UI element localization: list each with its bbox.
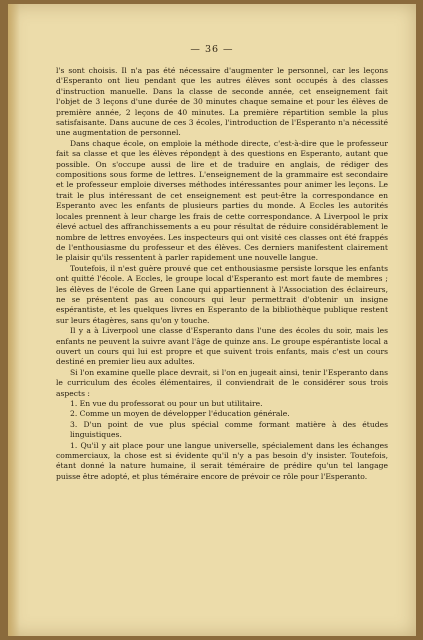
- paragraph-3: Toutefois, il n'est guère prouvé que cet enthousiasme persiste lorsque les enfants ont quitté l'école. A Eccles, le groupe local d'Esperanto est mort faute de membres ; les élèves de l'école de Green Lane qui appartiennent à l'Association des éclaireurs, ne se présentent pas au concours qui leur permettrait d'obtenir un insigne espérantiste, et les quelques livres en Esperanto de la bibliothèque publique restent sur leurs étagères, sans qu'on y touche.: [56, 263, 388, 325]
- list-item-3: 3. D'un point de vue plus spécial comme formant matière à des études linguistiques.: [70, 419, 388, 440]
- paragraph-2: Dans chaque école, on emploie la méthode directe, c'est-à-dire que le professeur fait sa classe et que les élèves répondent à des questions en Esperanto, autant que possible. On s'occupe aussi de lire et de traduire en anglais, de rédiger des compositions sous forme de lettres. L'enseignement de la grammaire est secondaire et le professeur emploie diverses méthodes intéressantes pour animer les leçons. Le trait le plus intéressant de cet enseignement est peut-être la correspondance en Esperanto avec les enfants de plusieurs parties du monde. A Eccles les autorités locales prennent à leur charge les frais de cette correspondance. A Liverpool le prix élevé actuel des affranchissements a eu pour résultat de réduire considérablement le nombre de lettres envoyées. Les inspecteurs qui ont visité ces classes ont été frappés de l'enthousiasme du professeur et des élèves. Ces derniers manifestent clairement le plaisir qu'ils ressentent à parler rapidement une nouvelle langue.: [56, 138, 388, 263]
- paragraph-1: l's sont choisis. Il n'a pas été nécessaire d'augmenter le personnel, car les leçons d'Esperanto ont lieu pendant que les autres élèves sont occupés à des classes d'instruction manuelle. Dans la classe de seconde année, cet enseignement fait l'objet de 3 leçons d'une durée de 30 minutes chaque semaine et pour les élèves de première année, 2 leçons de 40 minutes. La première répartition semble la plus satisfaisante. Dans aucune de ces 3 écoles, l'introduction de l'Esperanto n'a nécessité une augmentation de personnel.: [56, 66, 388, 138]
- page-binding-edge: [8, 4, 20, 636]
- list-item-2: 2. Comme un moyen de développer l'éducation générale.: [70, 409, 290, 419]
- list-item-1: 1. En vue du professorat ou pour un but utilitaire.: [70, 399, 263, 408]
- paragraph-4: Il y a à Liverpool une classe d'Esperanto dans l'une des écoles du soir, mais les enfants ne peuvent la suivre avant l'âge de quinze ans. Le groupe espérantiste local a ouvert un cours qui lui est propre et que suivent trois enfants, mais c'est un cours destiné en premier lieu aux adultes.: [56, 326, 388, 367]
- page-number: — 36 —: [190, 44, 234, 55]
- paragraph-final: 1. Qu'il y ait place pour une langue universelle, spécialement dans les échanges commerciaux, la chose est si évidente qu'il n'y a pas besoin d'y insister. Toutefois, étant donné la nature humaine, il serait téméraire de prédire qu'un tel langage puisse être adopté, et plus téméraire encore de prévoir ce rôle pour l'Esperanto.: [56, 440, 388, 481]
- body-text: [56, 66, 388, 482]
- document-page: [8, 4, 416, 636]
- paragraph-5: Si l'on examine quelle place devrait, si l'on en jugeait ainsi, tenir l'Esperanto dans le curriculum des écoles élémentaires, il conviendrait de le considérer sous trois aspects :: [56, 367, 388, 398]
